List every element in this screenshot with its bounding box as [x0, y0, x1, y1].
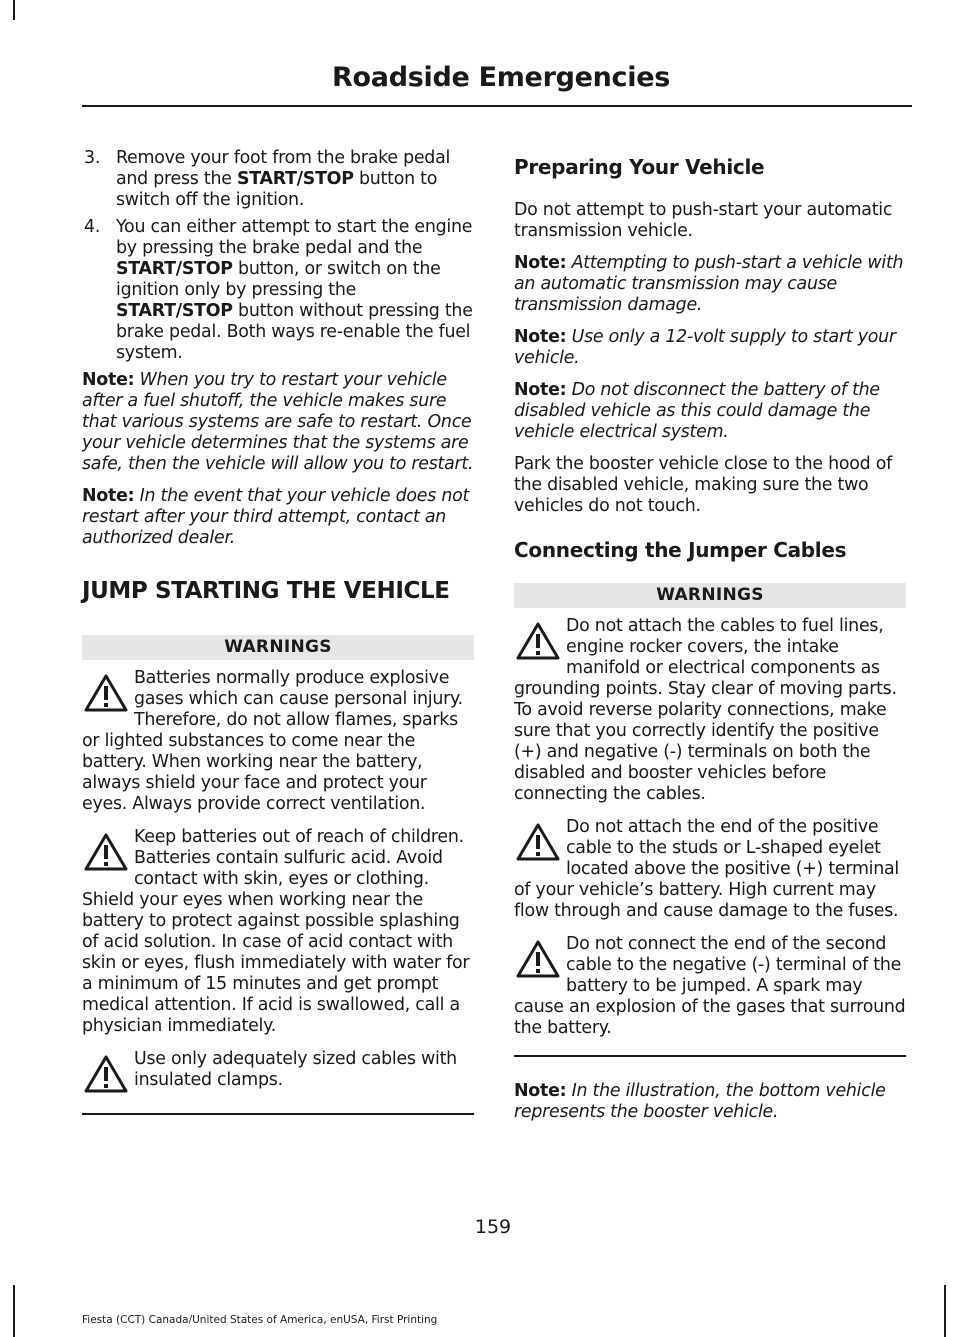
- step-item: [82, 148, 474, 211]
- header-rule: [82, 105, 912, 107]
- note-label: Note:: [514, 380, 567, 400]
- note: [82, 486, 474, 549]
- warning-text: Do not connect the end of the second cable to the negative (-) terminal of the battery to be jumped. A spark may cause an explosion of the gases that surround the battery.: [514, 934, 906, 1038]
- park-text: Park the booster vehicle close to the hood of the disabled vehicle, making sure the two vehicles do not touch.: [514, 454, 892, 516]
- note-label: Note:: [514, 1080, 567, 1101]
- left-warnings: [82, 668, 474, 1097]
- warning-triangle-icon: [82, 670, 130, 716]
- step-text: button to switch off the ignition.: [116, 169, 438, 210]
- page-number: 159: [474, 1216, 512, 1238]
- button-name: START/STOP: [236, 169, 354, 189]
- note: [514, 327, 906, 369]
- cables-title: Connecting the Jumper Cables: [514, 538, 847, 562]
- step-text: button, or switch on the ignition only by pressing the: [116, 259, 441, 300]
- right-column: [514, 148, 906, 1134]
- step-number: 4.: [84, 217, 101, 237]
- warning-item: [82, 668, 474, 815]
- warning-item: [514, 616, 906, 805]
- page-title: Roadside Emergencies: [332, 62, 670, 93]
- note-text: When you try to restart your vehicle after a fuel shutoff, the vehicle makes sure that various systems are safe to restart. Once your vehicle determines that the systems are safe, then the vehicle will allow you to restart.: [82, 370, 474, 474]
- note-label: Note:: [514, 327, 567, 347]
- warning-triangle-icon: [82, 1051, 130, 1097]
- prep-text: Do not attempt to push-start your automatic transmission vehicle.: [514, 200, 893, 241]
- prep-title: Preparing Your Vehicle: [514, 155, 765, 179]
- note-label: Note:: [514, 253, 567, 273]
- warning-text: Do not attach the cables to fuel lines, engine rocker covers, the intake manifold or electrical components as grounding points. Stay clear of moving parts. To avoid reverse polarity connections, make sure that you correctly identify the positive (+) and negative (-) terminals on both the disabled and booster vehicles before connecting the cables.: [514, 616, 897, 804]
- right-warnings: [514, 616, 906, 1039]
- step-item: [82, 217, 474, 364]
- warnings-rule: [82, 1113, 474, 1115]
- warning-item: [82, 1049, 474, 1097]
- note-label: Note:: [82, 370, 135, 390]
- warning-text: Keep batteries out of reach of children. Batteries contain sulfuric acid. Avoid contact with skin, eyes or clothing. Shield your eyes when working near the battery to protect against possible splashing of acid solution. In case of acid contact with skin or eyes, flush immediately with water for a minimum of 15 minutes and get prompt medical attention. If acid is swallowed, call a physician immediately.: [82, 827, 470, 1036]
- warning-text: Do not attach the end of the positive cable to the studs or L-shaped eyelet located above the positive (+) terminal of your vehicle’s battery. High current may flow through and cause damage to the fuses.: [514, 817, 900, 921]
- note-text: In the illustration, the bottom vehicle represents the booster vehicle.: [514, 1080, 886, 1122]
- prep-notes: [514, 253, 906, 443]
- note: [514, 253, 906, 316]
- crop-mark: [13, 1285, 15, 1337]
- left-notes: [82, 370, 474, 549]
- footer: Fiesta (CCT) Canada/United States of America, enUSA, First Printing: [82, 1314, 438, 1326]
- warnings-heading: WARNINGS: [514, 583, 906, 608]
- warning-text: Batteries normally produce explosive gases which can cause personal injury. Therefore, do not allow flames, sparks or lighted substances to come near the battery. When working near the battery, always shield your face and protect your eyes. Always provide correct ventilation.: [82, 668, 463, 814]
- step-number: 3.: [84, 148, 101, 168]
- note-label: Note:: [82, 486, 135, 506]
- note: [514, 380, 906, 443]
- warning-triangle-icon: [514, 936, 562, 982]
- warning-triangle-icon: [514, 819, 562, 865]
- note-text: Do not disconnect the battery of the disabled vehicle as this could damage the vehicle electrical system.: [514, 380, 880, 442]
- final-note: [514, 1081, 906, 1123]
- step-text: Remove your foot from the brake pedal and press the: [116, 148, 451, 189]
- note-text: Use only a 12-volt supply to start your vehicle.: [514, 327, 896, 368]
- note: [82, 370, 474, 475]
- warning-item: [514, 817, 906, 922]
- steps-list: [82, 148, 474, 364]
- warning-triangle-icon: [514, 618, 562, 664]
- warning-item: [82, 827, 474, 1037]
- crop-mark: [13, 0, 15, 20]
- note-text: Attempting to push-start a vehicle with an automatic transmission may cause transmission damage.: [514, 253, 904, 315]
- warning-text: Use only adequately sized cables with insulated clamps.: [134, 1049, 457, 1090]
- step-text: You can either attempt to start the engine by pressing the brake pedal and the: [116, 217, 473, 258]
- warnings-heading: WARNINGS: [82, 635, 474, 660]
- step-text: button without pressing the brake pedal. Both ways re-enable the fuel system.: [116, 301, 473, 363]
- left-column: [82, 148, 474, 1139]
- note-text: In the event that your vehicle does not restart after your third attempt, contact an authorized dealer.: [82, 486, 470, 548]
- button-name: START/STOP: [116, 259, 233, 279]
- warning-item: [514, 934, 906, 1039]
- warnings-rule: [514, 1055, 906, 1057]
- crop-mark: [944, 1285, 946, 1337]
- warning-triangle-icon: [82, 829, 130, 875]
- section-title: JUMP STARTING THE VEHICLE: [82, 578, 450, 604]
- button-name: START/STOP: [116, 301, 233, 321]
